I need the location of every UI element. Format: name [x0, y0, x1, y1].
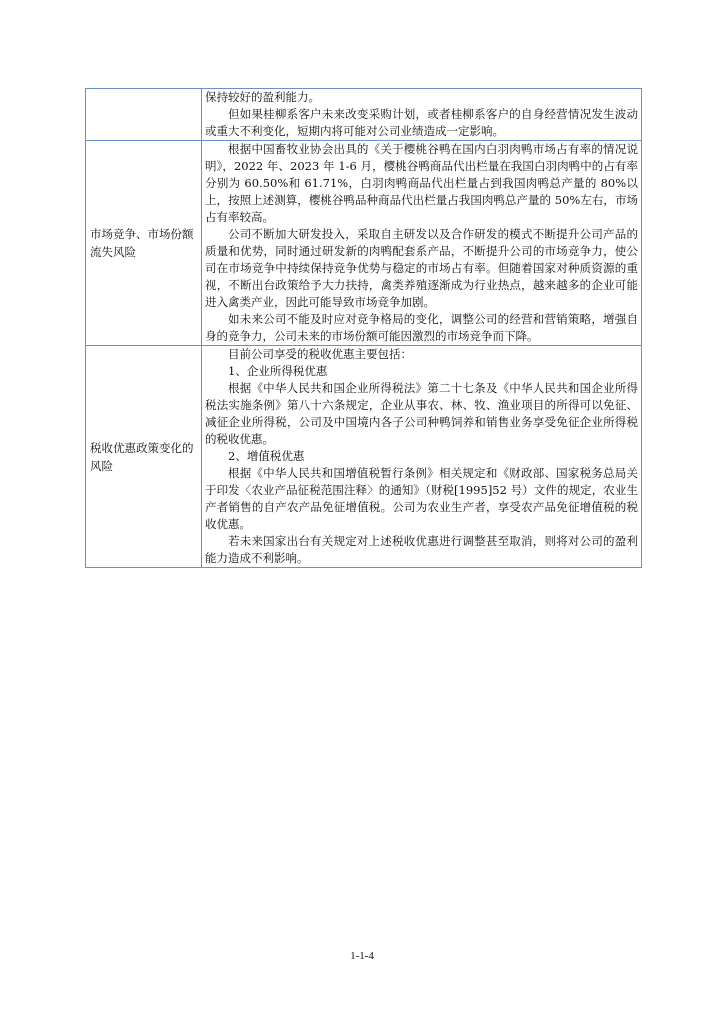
paragraph: 目前公司享受的税收优惠主要包括：	[228, 347, 412, 361]
paragraph: 根据《中华人民共和国增值税暂行条例》相关规定和《财政部、国家税务总局关于印发〈农业产品征税范围注释〉的通知》（财税[1995]52 号）文件的规定，农业生产者销售的自产农产品免征增值税。公司为农业生产者，享受农产品免征增值税的税收优惠。	[205, 466, 638, 531]
risk-name-cell: 税收优惠政策变化的风险	[86, 346, 202, 568]
section-heading: 1、企业所得税优惠	[228, 364, 328, 378]
page-number: 1-1-4	[350, 950, 374, 962]
paragraph: 若未来国家出台有关规定对上述税收优惠进行调整甚至取消，则将对公司的盈利能力造成不利影响。	[205, 534, 638, 565]
paragraph: 根据中国畜牧业协会出具的《关于樱桃谷鸭在国内白羽肉鸭市场占有率的情况说明》，2022 年、2023 年 1-6 月，樱桃谷鸭商品代出栏量在我国白羽肉鸭中的占有率分别为 60.50%和 61.71%，白羽肉鸭商品代出栏量占到我国肉鸭总产量的 80%以上，按照上述测算，樱桃谷鸭品种商品代出栏量占我国肉鸭总产量的 50%左右，市场占有率较高。	[205, 142, 638, 224]
paragraph: 保持较好的盈利能力。	[205, 90, 320, 104]
risk-name-cell: 市场竞争、市场份额流失风险	[86, 141, 202, 346]
paragraph: 公司不断加大研发投入，采取自主研发以及合作研发的模式不断提升公司产品的质量和优势，同时通过研发新的肉鸭配套系产品，不断提升公司的市场竞争力，使公司在市场竞争中持续保持竞争优势与稳定的市场占有率。但随着国家对种质资源的重视，不断出台政策给予大力扶持，禽类养殖逐渐成为行业热点，越来越多的企业可能进入禽类产业，因此可能导致市场竞争加剧。	[205, 227, 638, 309]
section-heading: 2、增值税优惠	[228, 449, 305, 463]
table-row	[86, 346, 642, 568]
risk-description-cell	[202, 89, 642, 141]
risk-description-cell	[202, 141, 642, 346]
risk-factor-table	[85, 88, 642, 568]
table-row	[86, 89, 642, 141]
paragraph: 但如果桂柳系客户未来改变采购计划，或者桂柳系客户的自身经营情况发生波动或重大不利变化，短期内将可能对公司业绩造成一定影响。	[205, 107, 638, 138]
table-row	[86, 141, 642, 346]
paragraph: 如未来公司不能及时应对竞争格局的变化，调整公司的经营和营销策略，增强自身的竞争力，公司未来的市场份额可能因激烈的市场竞争而下降。	[205, 312, 638, 343]
paragraph: 根据《中华人民共和国企业所得税法》第二十七条及《中华人民共和国企业所得税法实施条例》第八十六条规定，企业从事农、林、牧、渔业项目的所得可以免征、减征企业所得税，公司及中国境内各子公司种鸭饲养和销售业务享受免征企业所得税的税收优惠。	[205, 381, 638, 446]
risk-name-cell	[86, 89, 202, 141]
risk-description-cell	[202, 346, 642, 568]
